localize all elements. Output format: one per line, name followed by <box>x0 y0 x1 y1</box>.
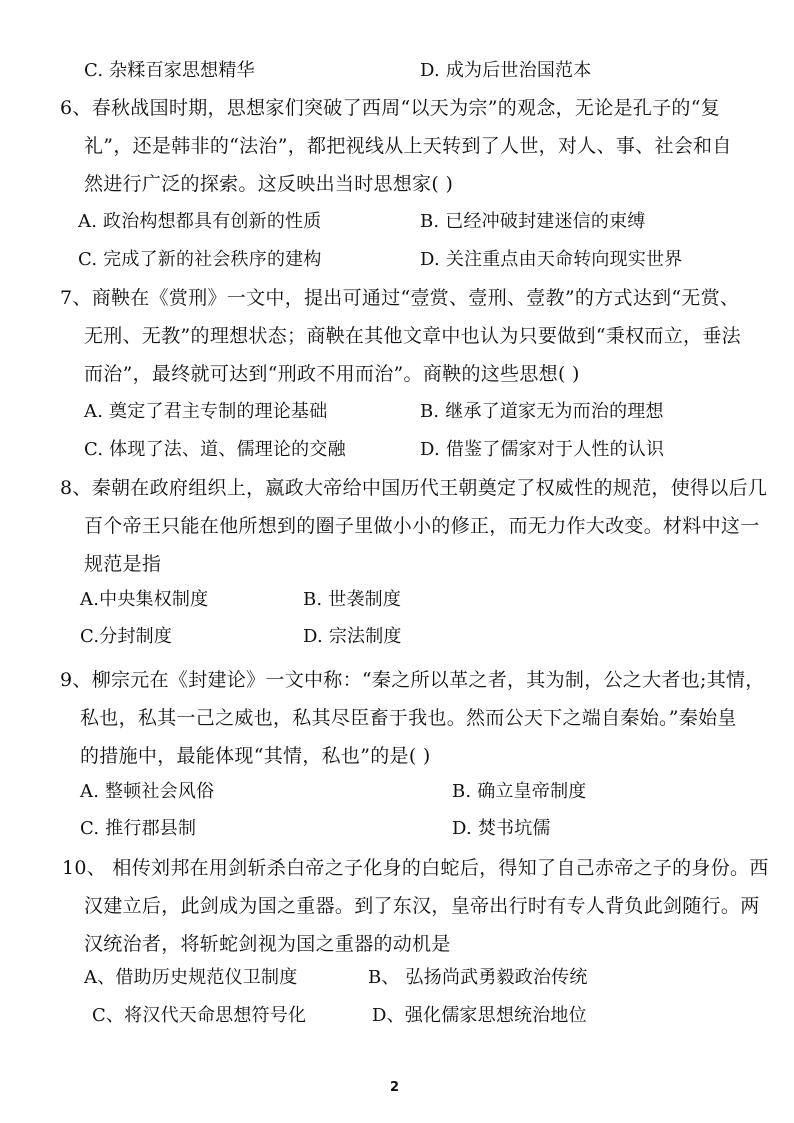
q8-option-c: C.分封制度 <box>80 626 173 647</box>
q7-stem-line-1: 7、商鞅在《赏刑》一文中，提出可通过“壹赏、壹刑、壹教”的方式达到“无赏、 <box>60 287 740 309</box>
q9-option-a: A. 整顿社会风俗 <box>80 781 215 802</box>
q10-option-d: D、强化儒家思想统治地位 <box>372 1005 587 1026</box>
q10-option-b: B、 弘扬尚武勇毅政治传统 <box>368 967 588 988</box>
q7-stem-line-3: 而治”，最终就可达到“刑政不用而治”。商鞅的这些思想( ) <box>84 363 580 385</box>
q10-stem-line-1: 10、 相传刘邦在用剑斩杀白帝之子化身的白蛇后，得知了自己赤帝之子的身份。西 <box>62 857 769 879</box>
q9-stem-line-1: 9、柳宗元在《封建论》一文中称：“秦之所以革之者，其为制，公之大者也;其情， <box>60 669 765 691</box>
q9-stem-line-2: 私也，私其一己之威也，私其尽臣畜于我也。然而公天下之端自秦始。”秦始皇 <box>80 707 737 729</box>
q7-option-c: C. 体现了法、道、儒理论的交融 <box>84 439 346 460</box>
q10-stem-line-3: 汉统治者，将斩蛇剑视为国之重器的动机是 <box>84 933 451 955</box>
q9-option-d: D. 焚书坑儒 <box>452 818 551 839</box>
q5-option-d: D. 成为后世治国范本 <box>420 60 592 81</box>
q10-option-c: C、将汉代天命思想符号化 <box>92 1005 307 1026</box>
q6-stem-line-1: 6、春秋战国时期，思想家们突破了西周“以天为宗”的观念，无论是孔子的“复 <box>60 97 721 119</box>
q10-option-a: A、借助历史规范仪卫制度 <box>84 967 298 988</box>
q6-stem-line-2: 礼”，还是韩非的“法治”，都把视线从上天转到了人世，对人、事、社会和自 <box>84 135 732 157</box>
q8-stem-line-3: 规范是指 <box>84 553 162 575</box>
q6-option-a: A. 政治构想都具有创新的性质 <box>78 211 322 232</box>
q6-stem-line-3: 然进行广泛的探索。这反映出当时思想家( ) <box>84 173 454 195</box>
q8-stem-line-2: 百个帝王只能在他所想到的圈子里做小小的修正，而无力作大改变。材料中这一 <box>84 515 760 537</box>
q6-option-d: D. 关注重点由天命转向现实世界 <box>420 249 683 270</box>
q9-option-c: C. 推行郡县制 <box>80 818 197 839</box>
q8-stem-line-1: 8、秦朝在政府组织上，嬴政大帝给中国历代王朝奠定了权威性的规范，使得以后几 <box>60 477 768 499</box>
q7-option-b: B. 继承了道家无为而治的理想 <box>420 401 664 422</box>
q10-stem-line-2: 汉建立后，此剑成为国之重器。到了东汉，皇帝出行时有专人背负此剑随行。两 <box>84 895 760 917</box>
q9-option-b: B. 确立皇帝制度 <box>452 781 587 802</box>
q7-option-a: A. 奠定了君主专制的理论基础 <box>84 401 328 422</box>
q8-option-b: B. 世袭制度 <box>303 589 402 610</box>
q7-option-d: D. 借鉴了儒家对于人性的认识 <box>420 439 665 460</box>
page-number: 2 <box>390 1080 400 1095</box>
q9-stem-line-3: 的措施中，最能体现“其情，私也”的是( ) <box>80 745 431 767</box>
q5-option-c: C. 杂糅百家思想精华 <box>84 60 255 81</box>
q8-option-a: A.中央集权制度 <box>80 589 209 610</box>
q7-stem-line-2: 无刑、无教”的理想状态；商鞅在其他文章中也认为只要做到“秉权而立，垂法 <box>84 325 741 347</box>
q6-option-c: C. 完成了新的社会秩序的建构 <box>78 249 322 270</box>
q8-option-d: D. 宗法制度 <box>303 626 402 647</box>
q6-option-b: B. 已经冲破封建迷信的束缚 <box>420 211 646 232</box>
